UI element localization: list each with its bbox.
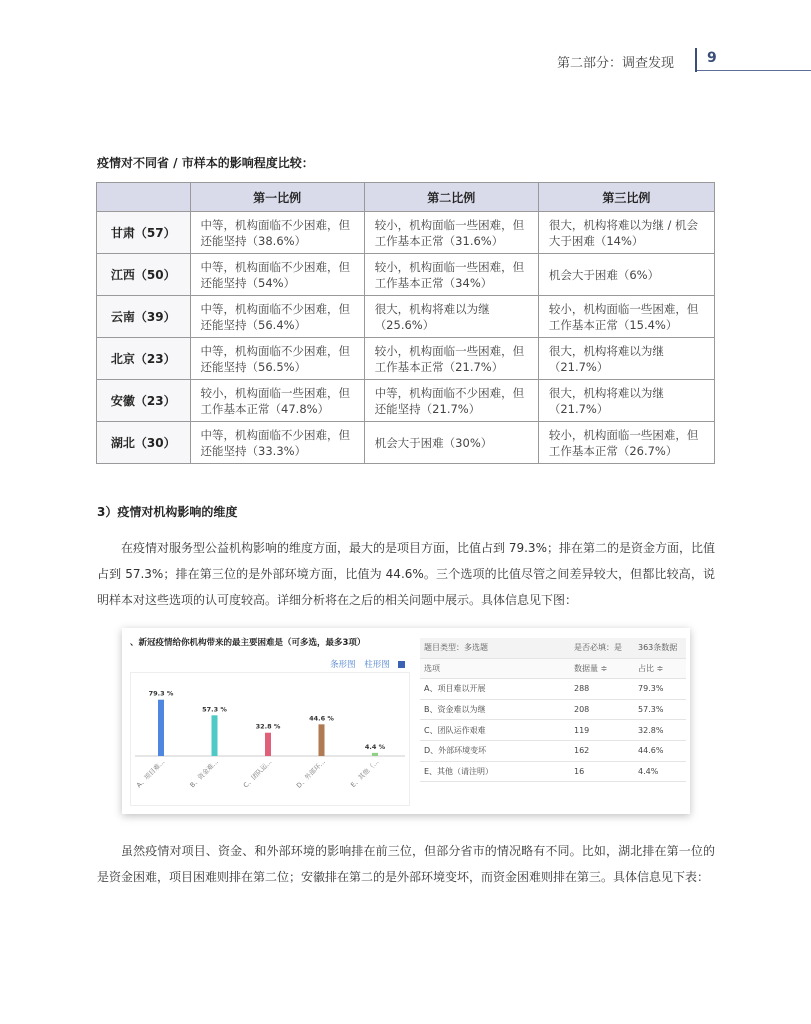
chart-bar[interactable] [319,724,325,756]
table-cell: 机会大于困难（30%） [364,422,538,464]
table-cell: 机会大于困难（6%） [538,254,714,296]
chart-view-switch [330,658,411,670]
province-cell: 云南（39） [97,296,191,338]
section-title: 第二部分：调查发现 [556,56,674,71]
section-heading: 3）疫情对机构影响的维度 [97,505,238,519]
table-cell: 中等，机构面临不少困难，但还能坚持（54%） [190,254,364,296]
bar-value-label: 4.4 % [364,742,386,751]
question-title: 、新冠疫情给你机构带来的最主要困难是（可多选，最多3项） [130,638,366,648]
option-row [420,761,686,782]
table-cell: 较小，机构面临一些困难，但工作基本正常（26.7%） [538,422,714,464]
table-cell: 中等，机构面临不少困难，但还能坚持（21.7%） [364,380,538,422]
table-header-cell [97,183,191,212]
table-header-cell: 第三比例 [538,183,714,212]
table-cell: 中等，机构面临不少困难，但还能坚持（56.4%） [190,296,364,338]
table-row [97,212,715,254]
table-cell: 较小，机构面临一些困难，但工作基本正常（31.6%） [364,212,538,254]
province-cell: 安徽（23） [97,380,191,422]
bar-value-label: 79.3 % [148,689,174,698]
province-cell: 湖北（30） [97,422,191,464]
table-header-row [97,183,715,212]
option-count: 162 [570,740,634,761]
option-row [420,699,686,720]
option-label: B、资金难以为继 [420,699,570,720]
province-cell: 江西（50） [97,254,191,296]
table-cell: 很大，机构将难以为继 / 机会大于困难（14%） [538,212,714,254]
option-percent: 57.3% [634,699,686,720]
table-row [97,254,715,296]
chart-area [130,672,410,806]
table-cell: 较小，机构面临一些困难，但工作基本正常（21.7%） [364,338,538,380]
option-label: E、其他（请注明） [420,761,570,782]
province-comparison-table [96,182,715,464]
option-count: 16 [570,761,634,782]
header-rule [697,70,811,71]
table-cell: 较小，机构面临一些困难，但工作基本正常（34%） [364,254,538,296]
category-tick-label: C、团队运... [241,757,274,790]
category-tick-label: B、资金难... [188,757,220,790]
province-cell: 北京（23） [97,338,191,380]
option-count: 288 [570,679,634,700]
table-cell: 很大，机构将难以为继（21.7%） [538,338,714,380]
count-sort-header[interactable]: 数据量 ≑ [570,658,634,679]
chart-bar[interactable] [372,753,378,756]
download-icon[interactable] [398,661,405,668]
column-view-link[interactable]: 柱形图 [364,660,390,670]
option-count: 208 [570,699,634,720]
table-cell: 较小，机构面临一些困难，但工作基本正常（47.8%） [190,380,364,422]
category-tick-label: A、项目难... [134,757,167,790]
body-paragraph: 虽然疫情对项目、资金、和外部环境的影响排在前三位，但部分省市的情况略有不同。比如，湖北排在第一位的是资金困难，项目困难则排在第二位；安徽排在第二的是外部环境变坏，而资金困难则排在第三。具体信息见下表： [97,844,715,884]
options-table [420,638,686,782]
survey-result-screenshot [122,628,690,814]
bar-value-label: 44.6 % [309,714,334,723]
category-tick-label: E、其他（... [349,757,381,790]
table-cell: 中等，机构面临不少困难，但还能坚持（33.3%） [190,422,364,464]
option-percent: 44.6% [634,740,686,761]
body-paragraph: 在疫情对服务型公益机构影响的维度方面，最大的是项目方面，比值占到 79.3%；排在第二的是资金方面，比值占到 57.3%；排在第三位的是外部环境方面，比值为 44.6%。三个选项的比值尽管之间差异较大，但都比较高，说明样本对这些选项的认可度较高。详细分析将在之后的相关问题中展示。具体信息见下图： [97,541,715,607]
table-header-cell: 第一比例 [190,183,364,212]
category-tick-label: D、外部环... [294,757,327,790]
meta-row [420,638,686,658]
page-number: 9 [707,50,717,66]
table-cell: 较小，机构面临一些困难，但工作基本正常（15.4%） [538,296,714,338]
option-percent: 32.8% [634,720,686,741]
option-label: D、外部环境变坏 [420,740,570,761]
option-label: A、项目难以开展 [420,679,570,700]
percent-sort-header[interactable]: 占比 ≑ [634,658,686,679]
option-column-header: 选项 [420,658,570,679]
option-row [420,740,686,761]
option-percent: 4.4% [634,761,686,782]
options-header-row [420,658,686,679]
bar-value-label: 57.3 % [202,705,227,714]
bar-view-link[interactable]: 条形图 [330,660,356,670]
chart-bar[interactable] [212,715,218,756]
table-caption: 疫情对不同省 / 市样本的影响程度比较： [97,156,314,170]
table-header-cell: 第二比例 [364,183,538,212]
table-cell: 很大，机构将难以为继（21.7%） [538,380,714,422]
option-percent: 79.3% [634,679,686,700]
header-divider [695,48,697,72]
chart-bar[interactable] [265,733,271,756]
table-cell: 很大，机构将难以为继（25.6%） [364,296,538,338]
bar-chart [131,673,409,805]
option-row [420,679,686,700]
bar-value-label: 32.8 % [255,722,281,731]
table-row [97,338,715,380]
question-type: 题目类型：多选题 [420,638,570,658]
province-cell: 甘肃（57） [97,212,191,254]
table-cell: 中等，机构面临不少困难，但还能坚持（38.6%） [190,212,364,254]
page-header [0,48,811,74]
table-row [97,296,715,338]
option-row [420,720,686,741]
option-label: C、团队运作艰难 [420,720,570,741]
required-flag: 是否必填：是 [570,638,634,658]
table-row [97,422,715,464]
table-row [97,380,715,422]
record-count: 363条数据 [634,638,686,658]
option-count: 119 [570,720,634,741]
table-cell: 中等，机构面临不少困难，但还能坚持（56.5%） [190,338,364,380]
chart-bar[interactable] [158,700,164,756]
